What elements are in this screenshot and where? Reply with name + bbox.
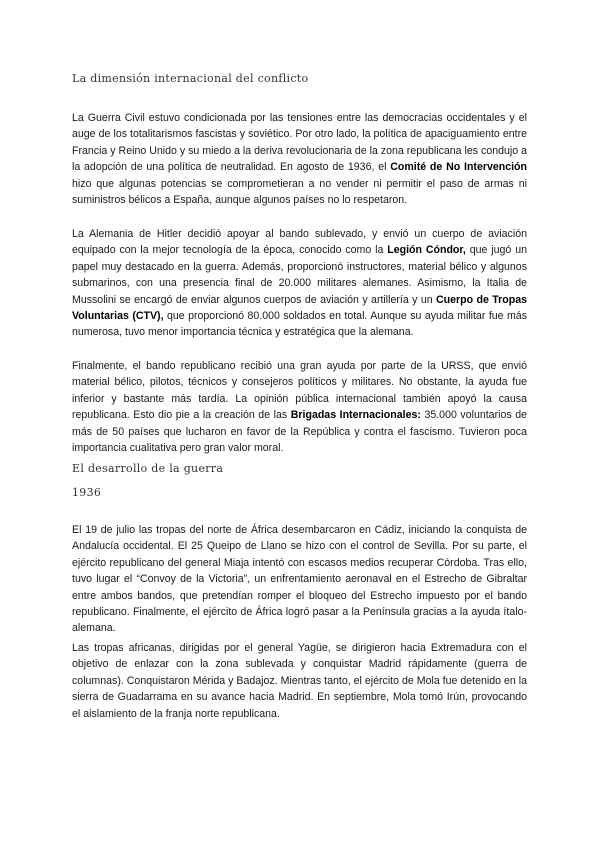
text-run: hizo que algunas potencias se comprometieran a no vender ni permitir el paso de armas ni suministros bélicos a España, aunque algunos países no lo respetaron. xyxy=(72,177,527,207)
text-run: 35.000 voluntarios de más de 50 países que lucharon en favor de la República y contra el fascismo. Tuvieron poca importancia cualitativa pero gran valor moral. xyxy=(72,409,527,455)
paragraph-ussr-brigades xyxy=(72,358,527,456)
bold-term: Legión Cóndor, xyxy=(387,244,466,257)
text-run: La Alemania de Hitler decidió apoyar al bando sublevado, y envió un cuerpo de aviación equipado con la mejor tecnología de la época, conocido como la xyxy=(72,228,527,257)
section-heading-development: El desarrollo de la guerra xyxy=(72,462,224,475)
text-run: La Guerra Civil estuvo condicionada por las tensiones entre las democracias occidentales y el auge de los totalitarismos fascistas y soviético. Por otro lado, la política de apaciguamiento entre Francia y Reino Unido y su miedo a la deriva revolucionaria de la zona republicana les condujo a la adopción de una política de neutralidad. En agosto de 1936, el xyxy=(72,112,527,174)
text-run: que proporcionó 80.000 soldados en total. Aunque su ayuda militar fue más numerosa, tuvo menor importancia técnica y estratégica que la alemana. xyxy=(72,310,527,339)
bold-term: Cuerpo de Tropas Voluntarias (CTV), xyxy=(72,293,528,323)
subheading-year: 1936 xyxy=(72,486,102,499)
section-heading-international: La dimensión internacional del conflicto xyxy=(72,72,309,85)
bold-term: Comité de No Intervención xyxy=(390,161,527,174)
paragraph-1936-columns: Las tropas africanas, dirigidas por el general Yagüe, se dirigieron hacia Extremadura con el objetivo de enlazar con la zona sublevada y conquistar Madrid rápidamente (guerra de columnas). Conquistaron Mérida y Badajoz. Mientras tanto, el ejército de Mola fue detenido en la sierra de Guadarrama en su avance hacia Madrid. En septiembre, Mola tomó Irún, provocando el aislamiento de la franja norte republicana. xyxy=(72,642,527,720)
paragraph-1936-africa: El 19 de julio las tropas del norte de África desembarcaron en Cádiz, iniciando la conquista de Andalucía occidental. El 25 Queipo de Llano se hizo con el control de Sevilla. Por su parte, el ejército republicano del general Miaja intentó con escasos medios recuperar Córdoba. Tras ello, tuvo lugar el “Convoy de la Victoria”, un enfrentamiento aeronaval en el Estrecho de Gibraltar entre ambos bandos, que pretendían romper el bloqueo del Estrecho impuesto por el bando republicano. Finalmente, el ejército de África logró pasar a la Península gracias a la ayuda ítalo-alemana. xyxy=(72,524,527,635)
text-run: Finalmente, el bando republicano recibió una gran ayuda por parte de la URSS, que envió material bélico, pilotos, técnicos y consejeros políticos y militares. No obstante, la ayuda fue inferior y bastante más tardía. La opinión pública internacional también apoyó la causa republicana. Esto dio pie a la creación de las xyxy=(72,360,527,422)
paragraph-germany-italy xyxy=(72,226,527,341)
paragraph-non-intervention xyxy=(72,110,527,208)
text-run: que jugó un papel muy destacado en la guerra. Además, proporcionó instructores, material bélico y algunos submarinos, con una presencia final de 20.000 militares alemanes. Asimismo, la Italia de Mussolini se encargó de enviar algunos cuerpos de aviación y artillería y un xyxy=(72,244,527,306)
bold-term: Brigadas Internacionales: xyxy=(290,409,421,422)
